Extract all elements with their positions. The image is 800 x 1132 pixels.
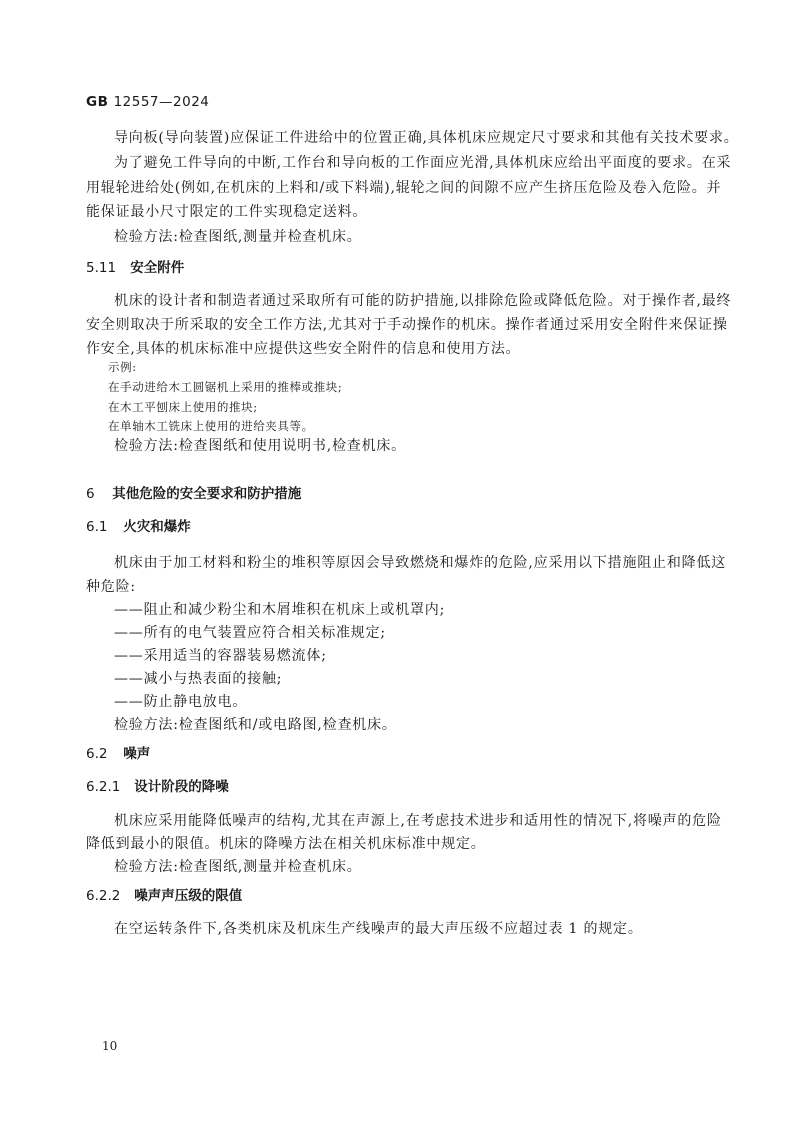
body-line: 为了避免工件导向的中断,工作台和导向板的工作面应光滑,具体机床应给出平面度的要求。在采 <box>114 155 732 171</box>
body-line: 安全则取决于所采取的安全工作方法,尤其对于手动操作的机床。操作者通过采用安全附件来保证操 <box>86 317 728 333</box>
body-line: 在空运转条件下,各类机床及机床生产线噪声的最大声压级不应超过表 1 的规定。 <box>114 921 643 937</box>
standard-prefix: GB <box>86 94 109 110</box>
list-item: ——采用适当的容器装易燃流体; <box>114 648 327 664</box>
section-title: 火灾和爆炸 <box>123 519 191 535</box>
body-line: 降低到最小的限值。机床的降噪方法在相关机床标准中规定。 <box>86 836 486 852</box>
body-line: 机床的设计者和制造者通过采取所有可能的防护措施,以排除危险或降低危险。对于操作者,最终 <box>114 293 732 309</box>
body-line: 机床应采用能降低噪声的结构,尤其在声源上,在考虑技术进步和适用性的情况下,将噪声的危险 <box>114 813 722 829</box>
body-line: 机床由于加工材料和粉尘的堆积等原因会导致燃烧和爆炸的危险,应采用以下措施阻止和降低这 <box>114 555 727 571</box>
list-item: ——阻止和减少粉尘和木屑堆积在机床上或机罩内; <box>114 602 446 618</box>
list-item: ——防止静电放电。 <box>114 694 248 710</box>
chapter-heading-6 <box>86 484 301 504</box>
section-number: 5.11 <box>86 260 117 276</box>
list-item: ——减小与热表面的接触; <box>114 671 283 687</box>
section-title: 其他危险的安全要求和防护措施 <box>112 486 302 502</box>
section-heading-5-11 <box>86 258 184 278</box>
example-label: 示例: <box>108 360 137 374</box>
section-heading-6-2-1 <box>86 777 229 797</box>
section-heading-6-2 <box>86 744 150 764</box>
check-method: 检验方法:检查图纸和使用说明书,检查机床。 <box>114 438 406 454</box>
body-line: 用辊轮进给处(例如,在机床的上料和/或下料端),辊轮之间的间隙不应产生挤压危险及卷入危险。并 <box>86 180 722 196</box>
check-method: 检验方法:检查图纸,测量并检查机床。 <box>114 229 362 245</box>
body-line: 导向板(导向装置)应保证工件进给中的位置正确,具体机床应规定尺寸要求和其他有关技术要求。 <box>114 130 739 146</box>
list-item: ——所有的电气装置应符合相关标准规定; <box>114 625 386 641</box>
section-number: 6.2 <box>86 746 108 762</box>
standard-number: 12557—2024 <box>113 94 210 110</box>
section-number: 6 <box>86 486 95 502</box>
section-title: 噪声 <box>123 746 151 762</box>
example-item: 在手动进给木工圆锯机上采用的推棒或推块; <box>108 380 343 394</box>
page-number: 10 <box>102 1039 118 1053</box>
section-heading-6-1 <box>86 517 191 537</box>
section-title: 噪声声压级的限值 <box>134 888 243 904</box>
section-number: 6.2.1 <box>86 779 121 795</box>
example-item: 在木工平刨床上使用的推块; <box>108 400 258 414</box>
body-line: 作安全,具体的机床标准中应提供这些安全附件的信息和使用方法。 <box>86 341 521 357</box>
section-number: 6.2.2 <box>86 888 121 904</box>
section-title: 安全附件 <box>130 260 185 276</box>
section-title: 设计阶段的降噪 <box>134 779 229 795</box>
standard-header <box>86 94 209 110</box>
example-item: 在单轴木工铣床上使用的进给夹具等。 <box>108 419 314 433</box>
body-line: 种危险: <box>86 579 136 595</box>
body-line: 能保证最小尺寸限定的工件实现稳定送料。 <box>86 204 368 220</box>
check-method: 检验方法:检查图纸和/或电路图,检查机床。 <box>114 717 397 733</box>
check-method: 检验方法:检查图纸,测量并检查机床。 <box>114 859 362 875</box>
section-number: 6.1 <box>86 519 108 535</box>
section-heading-6-2-2 <box>86 886 242 906</box>
